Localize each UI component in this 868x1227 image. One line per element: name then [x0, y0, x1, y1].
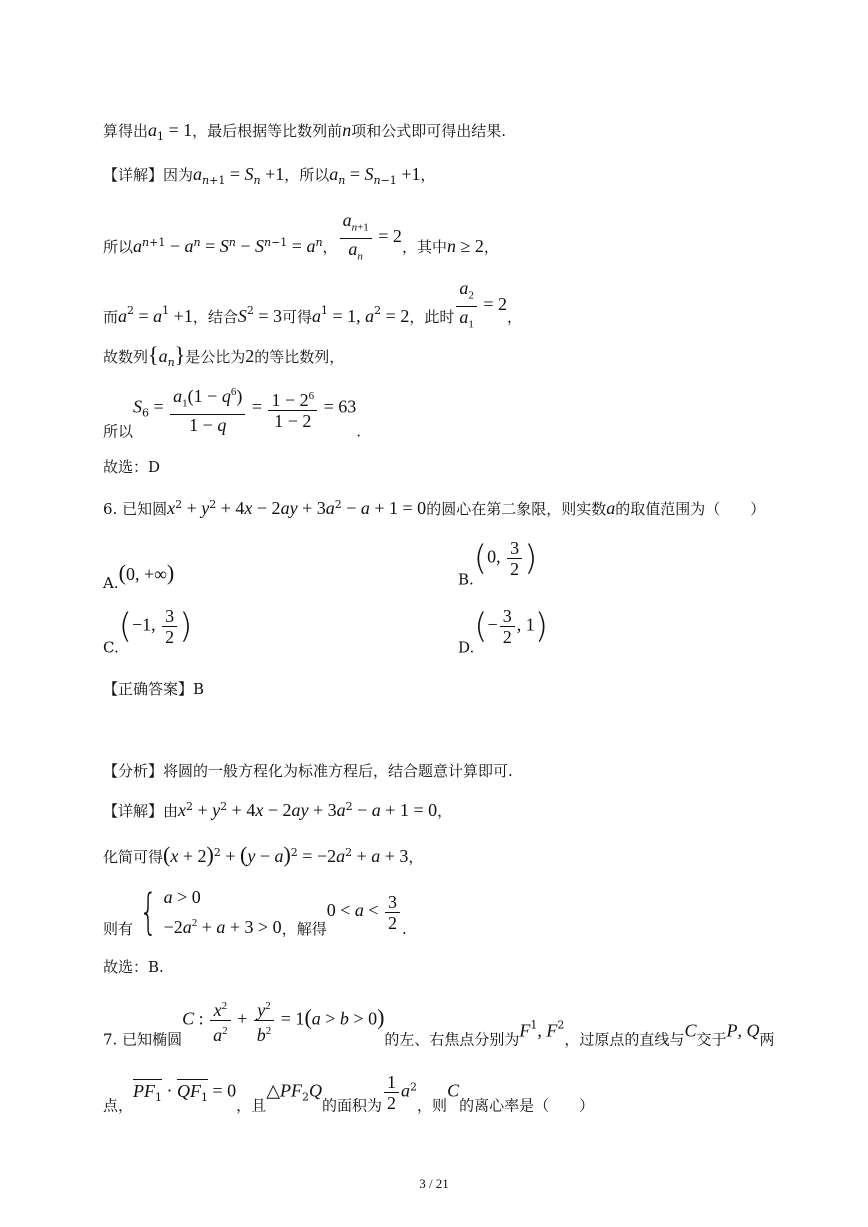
question-7: 7. 已知椭圆C : $\frac{x^2}{a^2}$ + $\frac{y^2}{b^2}$ = 1(a > b > 0)的左、右焦点分别为$F_1$, $F_2$，过原点的直线与C交于P, Q两 [103, 996, 774, 1050]
text-line: 所以$a_{n+1} - a_n = S_n - S_{n-1} = a_n$， $\frac{a_{n+1}}{a_n}$ = 2，其中n ≥ 2， [103, 210, 499, 263]
text-line: 故数列$\{a_n\}$是公比为2的等比数列， [103, 342, 345, 369]
question-6: 6. 已知圆$x^2 + y^2 + 4x - 2ay + 3a^2 - a + 1 = 0$的圆心在第二象限，则实数a的取值范围为（ ） [103, 498, 766, 518]
text: 交于 [696, 1030, 727, 1049]
text: 两 [759, 1030, 775, 1049]
text: 的等比数列， [254, 348, 345, 366]
text: 【详解】因为 [103, 166, 194, 184]
text-line: 化简可得$(x + 2)^2 + (y - a)^2 = -2a^2 + a + 3$， [103, 842, 424, 867]
text-line: 【详解】因为$a_{n+1} = S_n +1$，所以$a_n = S_{n-1} +1$， [103, 164, 436, 187]
text: ，则 [417, 1096, 448, 1115]
text: ，且 [236, 1096, 267, 1115]
text: 所以 [103, 422, 134, 441]
text-line: 算得出$a_1 = 1$，最后根据等比数列前n项和公式即可得出结果. [103, 120, 506, 143]
text: 6. 已知圆 [103, 500, 168, 518]
answer: 【正确答案】B [103, 680, 205, 698]
text: 化简可得 [103, 848, 164, 866]
text: ， [420, 166, 436, 184]
text: 而 [103, 308, 119, 327]
text: 的取值范围为（ ） [615, 500, 766, 518]
text: 的离心率是（ ） [459, 1096, 595, 1115]
text: ，此时 [409, 308, 455, 327]
option-label: C. [103, 638, 119, 657]
analysis: 【分析】将圆的一般方程化为标准方程后，结合题意计算即可. [103, 762, 513, 780]
text: ，其中 [401, 238, 447, 257]
text-line: 则有 { a > 0 $-2a^2 + a + 3 > 0$ ，解得0 < a < $\frac{3}{2}$ . [103, 884, 407, 940]
text-line: 所以$S_6$ = $\frac{a_1(1 - q^6)}{1 - q}$ = $\frac{1 - 2^6}{1 - 2}$ = 63. [103, 382, 361, 441]
text: ， [408, 848, 424, 866]
option-a: A.(0, +∞) [103, 560, 175, 592]
text: 则有 [103, 920, 134, 938]
text: 点， [103, 1096, 134, 1115]
text: 故数列 [103, 348, 149, 366]
text-line: 【详解】由$x^2 + y^2 + 4x - 2ay + 3a^2 - a + 1 = 0$， [103, 800, 453, 820]
text: . [356, 422, 362, 441]
question-7-cont: 点，$PF_1 \cdot QF_1 = 0$，且$\triangle PF_2Q$的面积为 $\frac{1}{2}$ $a^2$，则C的离心率是（ ） [103, 1072, 595, 1115]
option-label: A. [103, 574, 119, 592]
text: 的左、右焦点分别为 [384, 1030, 520, 1049]
option-label: B. [458, 570, 474, 589]
text: ，解得 [281, 920, 327, 938]
text: ，所以 [284, 166, 330, 184]
text-line: 故选：B. [103, 958, 164, 976]
text: ，过原点的直线与 [564, 1030, 685, 1049]
text: 是公比为 [185, 348, 246, 366]
text: ， [507, 308, 523, 327]
text-line: 而$a_2 = a_1 +1$，结合$S_2 = 3$可得$a_1 = 1$, $a_2 = 2$，此时 $\frac{a_2}{a_1}$ = 2， [103, 278, 523, 331]
option-c: C.(−1, $\frac{3}{2}$ ) [103, 606, 193, 657]
text-line: 故选：D [103, 458, 161, 476]
text: . [402, 920, 407, 938]
text: 项和公式即可得出结果. [351, 122, 506, 140]
text: 【详解】由 [103, 802, 179, 820]
option-b: B.(0, $\frac{3}{2}$ ) [458, 538, 538, 589]
text: ， [322, 238, 338, 257]
text: ， [483, 238, 499, 257]
text: ，最后根据等比数列前 [192, 122, 343, 140]
text: 7. 已知椭圆 [103, 1030, 183, 1049]
text: 可得 [282, 308, 313, 327]
text: ， [437, 802, 453, 820]
option-label: D. [458, 638, 475, 657]
text: 算得出 [103, 122, 149, 140]
text: 的面积为 [322, 1096, 383, 1115]
text: ，结合 [192, 308, 238, 327]
option-d: D.(− $\frac{3}{2}$ , 1) [458, 606, 548, 657]
text: 的圆心在第二象限，则实数 [426, 500, 607, 518]
page-number: 3 / 21 [419, 1176, 449, 1191]
text: 所以 [103, 238, 134, 257]
